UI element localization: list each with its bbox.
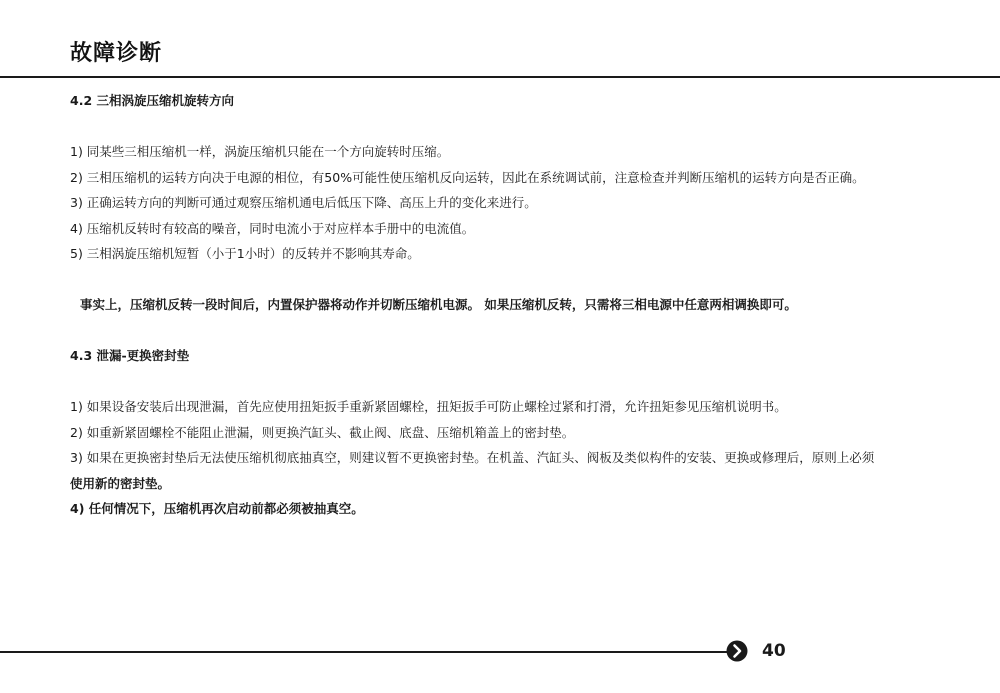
section-4-2-item-3: 3) 正确运转方向的判断可通过观察压缩机通电后低压下降、高压上升的变化来进行。 [70, 195, 537, 210]
section-4-3-item-4: 4) 任何情况下，压缩机再次启动前都必须被抽真空。 [70, 501, 364, 516]
section-4-3-item-3-continuation: 使用新的密封垫。 [70, 475, 171, 491]
spacer [70, 318, 950, 344]
page-title: 故障诊断 [70, 41, 163, 66]
section-4-3-heading: 4.3 泄漏-更换密封垫 [70, 348, 190, 363]
spacer [70, 114, 950, 140]
section-4-2-item-5: 5) 三相涡旋压缩机短暂（小于1小时）的反转并不影响其寿命。 [70, 246, 420, 261]
section-4-2-heading: 4.2 三相涡旋压缩机旋转方向 [70, 93, 234, 108]
section-4-2-item-2: 2) 三相压缩机的运转方向决于电源的相位，有50%可能性使压缩机反向运转，因此在系统调试前，注意检查并判断压缩机的运转方向是否正确。 [70, 169, 865, 185]
section-4-3-item-2: 2) 如重新紧固螺栓不能阻止泄漏，则更换汽缸头、截止阀、底盘、压缩机箱盖上的密封垫。 [70, 424, 575, 440]
section-4-3-item-3: 3) 如果在更换密封垫后无法使压缩机彻底抽真空，则建议暂不更换密封垫。在机盖、汽缸头、阀板及类似构件的安装、更换或修理后，原则上必须 [70, 450, 875, 465]
title-divider [0, 76, 1000, 78]
spacer [70, 267, 950, 293]
section-4-2-item-4: 4) 压缩机反转时有较高的噪音，同时电流小于对应样本手册中的电流值。 [70, 220, 475, 236]
section-4-3-item-1: 1) 如果设备安装后出现泄漏，首先应使用扭矩扳手重新紧固螺栓，扭矩扳手可防止螺栓过紧和打滑，允许扭矩参见压缩机说明书。 [70, 399, 787, 414]
page-number: 40 [762, 641, 786, 661]
footer-divider [0, 651, 730, 653]
section-4-2-item-1: 1) 同某些三相压缩机一样，涡旋压缩机只能在一个方向旋转时压缩。 [70, 144, 450, 159]
spacer [70, 369, 950, 395]
reverse-rotation-notice: 事实上，压缩机反转一段时间后，内置保护器将动作并切断压缩机电源。 如果压缩机反转，只需将三相电源中任意两相调换即可。 [80, 297, 797, 312]
document-body [70, 88, 950, 522]
arrow-right-circle-icon [726, 640, 748, 662]
